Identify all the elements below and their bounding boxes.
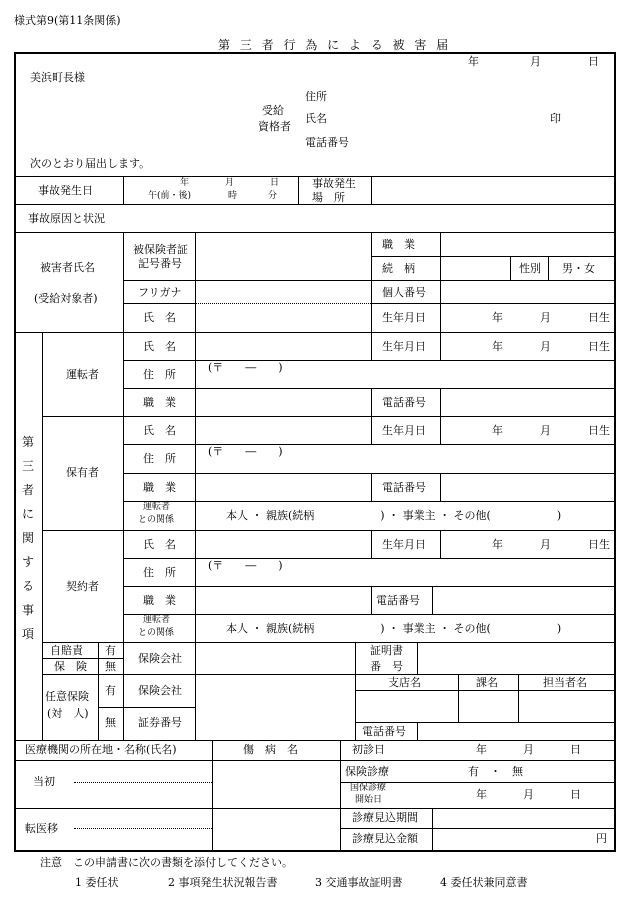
- line: [355, 690, 614, 691]
- insurance-phone: 電話番号: [362, 725, 406, 738]
- person-label: 担当者名: [543, 676, 587, 689]
- line: [14, 232, 614, 233]
- owner-relation-options: 本人 ・ 親族(続柄 ) ・ 事業主 ・ その他( ): [226, 509, 562, 522]
- line: [42, 416, 614, 417]
- victim-name-label: 被害者氏名: [40, 261, 95, 274]
- note-item-4: 4 委任状兼同意書: [440, 876, 528, 889]
- line: [371, 256, 614, 257]
- line: [123, 280, 614, 281]
- line: [123, 332, 124, 642]
- line: [440, 473, 441, 501]
- contractor-rel-2: との関係: [138, 628, 175, 638]
- ob-m: 月: [540, 424, 551, 437]
- kokuho-2: 開始日: [355, 795, 383, 805]
- insured-no-2: 記号番号: [138, 257, 182, 270]
- driver-postal: (〒 ― ): [208, 361, 283, 374]
- seal-mark: 印: [550, 112, 561, 125]
- vb-year: 年: [492, 311, 503, 324]
- policy-no: 証券番号: [138, 716, 182, 729]
- contractor-occupation: 職 業: [143, 594, 176, 607]
- contractor-address: 住 所: [143, 566, 176, 579]
- line: [371, 388, 372, 416]
- acc-day: 日: [270, 178, 280, 188]
- cb-y: 年: [492, 538, 503, 551]
- cert-2: 番 号: [370, 660, 403, 673]
- applicant-phone-label: 電話番号: [305, 136, 349, 149]
- fv-month: 月: [523, 743, 534, 756]
- note-item-1: 1 委任状: [75, 876, 119, 889]
- line: [123, 232, 124, 332]
- voluntary-yes: 有: [105, 684, 116, 697]
- line: [195, 303, 371, 304]
- accident-cause-label: 事故原因と状況: [28, 212, 105, 225]
- contractor-postal: (〒 ― ): [208, 559, 283, 572]
- line: [123, 614, 614, 615]
- acc-place-1: 事故発生: [312, 177, 356, 190]
- line: [123, 303, 195, 304]
- applicant-label-1: 受給: [262, 104, 284, 117]
- line: [548, 256, 549, 280]
- owner-rel-1: 運転者: [143, 502, 171, 512]
- contractor-phone: 電話番号: [376, 594, 420, 607]
- personal-no-label: 個人番号: [382, 286, 426, 299]
- compulsory-yes: 有: [105, 644, 116, 657]
- period-label: 診療見込期間: [352, 811, 418, 824]
- acc-ampm: 午(前・後): [148, 191, 192, 201]
- line: [195, 232, 196, 332]
- section-label: 課名: [476, 676, 498, 689]
- line: [371, 586, 372, 614]
- ob-d: 日生: [588, 424, 610, 437]
- k-day: 日: [570, 788, 581, 801]
- owner-birth: 生年月日: [382, 424, 426, 437]
- disease-label: 傷 病 名: [243, 743, 298, 756]
- acc-place-2: 場 所: [312, 191, 345, 204]
- header-year: 年: [468, 55, 479, 68]
- sex-label: 性別: [519, 262, 541, 275]
- applicant-name-label: 氏名: [305, 112, 327, 125]
- line: [518, 674, 519, 722]
- driver-name: 氏 名: [143, 340, 176, 353]
- line: [123, 473, 614, 474]
- line: [14, 332, 614, 333]
- victim-occupation: 職 業: [382, 238, 415, 251]
- furigana-label: フリガナ: [138, 286, 182, 299]
- cert-1: 証明書: [370, 644, 403, 657]
- acc-minute: 分: [268, 191, 278, 201]
- contractor-label: 契約者: [66, 580, 99, 593]
- line: [440, 388, 441, 416]
- owner-postal: (〒 ― ): [208, 445, 283, 458]
- vb-month: 月: [540, 311, 551, 324]
- line: [14, 204, 614, 205]
- line: [123, 558, 614, 559]
- victim-sub-label: (受給対象者): [34, 292, 98, 305]
- compulsory-company: 保険会社: [138, 652, 182, 665]
- cb-m: 月: [540, 538, 551, 551]
- line: [432, 808, 433, 850]
- victim-birth: 生年月日: [382, 311, 426, 324]
- db-m: 月: [540, 340, 551, 353]
- contractor-name: 氏 名: [143, 538, 176, 551]
- institution-label: 医療機関の所在地・名称(氏名): [25, 743, 177, 756]
- line: [42, 674, 614, 675]
- line: [355, 722, 614, 723]
- k-year: 年: [476, 788, 487, 801]
- form-number: 様式第9(第11条関係): [14, 14, 121, 27]
- frame-top: [14, 52, 616, 54]
- acc-month: 月: [225, 178, 235, 188]
- frame-left: [14, 52, 16, 850]
- line: [42, 642, 614, 643]
- driver-phone: 電話番号: [382, 396, 426, 409]
- line: [510, 256, 511, 280]
- applicant-address-label: 住所: [305, 90, 327, 103]
- cb-d: 日生: [588, 538, 610, 551]
- line: [340, 828, 614, 829]
- vb-day: 日生: [588, 311, 610, 324]
- intro-text: 次のとおり届出します。: [30, 157, 151, 170]
- driver-label: 運転者: [66, 368, 99, 381]
- line: [440, 232, 441, 332]
- line: [123, 642, 124, 740]
- line: [371, 416, 372, 444]
- db-d: 日生: [588, 340, 610, 353]
- line: [371, 530, 372, 558]
- victim-relation: 続 柄: [382, 262, 415, 275]
- line: [123, 501, 614, 502]
- victim-name: 氏 名: [143, 311, 176, 324]
- insured-no-1: 被保険者証: [133, 243, 188, 256]
- form-title: 第 三 者 行 為 に よ る 被 害 届: [218, 38, 452, 52]
- accident-date-label: 事故発生日: [38, 184, 93, 197]
- line: [123, 388, 614, 389]
- contractor-rel-1: 運転者: [143, 615, 171, 625]
- kokuho-1: 国保診療: [350, 783, 387, 793]
- frame-bottom: [14, 850, 616, 852]
- sex-options: 男・女: [562, 262, 595, 275]
- voluntary-2: (対 人): [47, 707, 89, 720]
- line: [417, 642, 418, 674]
- line: [371, 232, 372, 332]
- line: [14, 740, 614, 741]
- fv-year: 年: [476, 743, 487, 756]
- line: [440, 416, 441, 444]
- compulsory-2: 保 険: [54, 660, 87, 673]
- owner-rel-2: との関係: [138, 515, 175, 525]
- frame-right: [614, 52, 616, 850]
- line: [298, 176, 299, 204]
- acc-year: 年: [180, 178, 190, 188]
- transfer-label: 転医移: [25, 822, 58, 835]
- line: [340, 740, 341, 850]
- line: [98, 642, 99, 740]
- owner-phone: 電話番号: [382, 481, 426, 494]
- line: [417, 722, 418, 740]
- yen-label: 円: [596, 832, 607, 845]
- line: [371, 473, 372, 501]
- owner-label: 保有者: [66, 466, 99, 479]
- driver-birth: 生年月日: [382, 340, 426, 353]
- line: [195, 642, 196, 740]
- contractor-relation-options: 本人 ・ 親族(続柄 ) ・ 事業主 ・ その他( ): [226, 622, 562, 635]
- db-y: 年: [492, 340, 503, 353]
- line: [355, 642, 356, 740]
- first-visit-label: 初診日: [352, 743, 385, 756]
- line: [123, 176, 124, 204]
- initial-label: 当初: [33, 775, 55, 788]
- note-item-2: 2 事項発生状況報告書: [168, 876, 278, 889]
- line: [98, 707, 195, 708]
- owner-address: 住 所: [143, 452, 176, 465]
- amount-label: 診療見込金額: [352, 832, 418, 845]
- line: [123, 586, 614, 587]
- line: [42, 530, 614, 531]
- line: [371, 332, 372, 360]
- header-month: 月: [530, 55, 541, 68]
- third-party-side-label: 第三者に関する事項: [21, 435, 34, 641]
- k-month: 月: [523, 788, 534, 801]
- line: [14, 808, 614, 809]
- line: [74, 828, 212, 829]
- line: [371, 303, 614, 304]
- compulsory-no: 無: [105, 660, 116, 673]
- fv-day: 日: [570, 743, 581, 756]
- driver-occupation: 職 業: [143, 396, 176, 409]
- ob-y: 年: [492, 424, 503, 437]
- line: [195, 332, 196, 642]
- line: [42, 658, 123, 659]
- line: [42, 332, 43, 740]
- insurance-care-label: 保険診療: [345, 765, 389, 778]
- line: [123, 444, 614, 445]
- compulsory-1: 自賠責: [50, 644, 83, 657]
- line: [14, 760, 614, 761]
- contractor-birth: 生年月日: [382, 538, 426, 551]
- line: [432, 586, 433, 614]
- note-label: 注意 この申請書に次の書類を添付してください。: [40, 856, 293, 869]
- note-item-3: 3 交通事故証明書: [315, 876, 403, 889]
- line: [74, 782, 212, 783]
- line: [458, 674, 459, 722]
- voluntary-1: 任意保険: [45, 690, 89, 703]
- insurance-care-options: 有 ・ 無: [468, 765, 523, 778]
- voluntary-no: 無: [105, 716, 116, 729]
- line: [212, 740, 213, 850]
- addressee: 美浜町長様: [30, 71, 85, 84]
- line: [440, 530, 441, 558]
- line: [123, 360, 614, 361]
- owner-occupation: 職 業: [143, 481, 176, 494]
- acc-hour: 時: [228, 191, 238, 201]
- line: [440, 332, 441, 360]
- line: [371, 176, 372, 204]
- branch-label: 支店名: [388, 676, 421, 689]
- header-day: 日: [588, 55, 599, 68]
- owner-name: 氏 名: [143, 424, 176, 437]
- driver-address: 住 所: [143, 368, 176, 381]
- applicant-label-2: 資格者: [258, 120, 291, 133]
- voluntary-company: 保険会社: [138, 684, 182, 697]
